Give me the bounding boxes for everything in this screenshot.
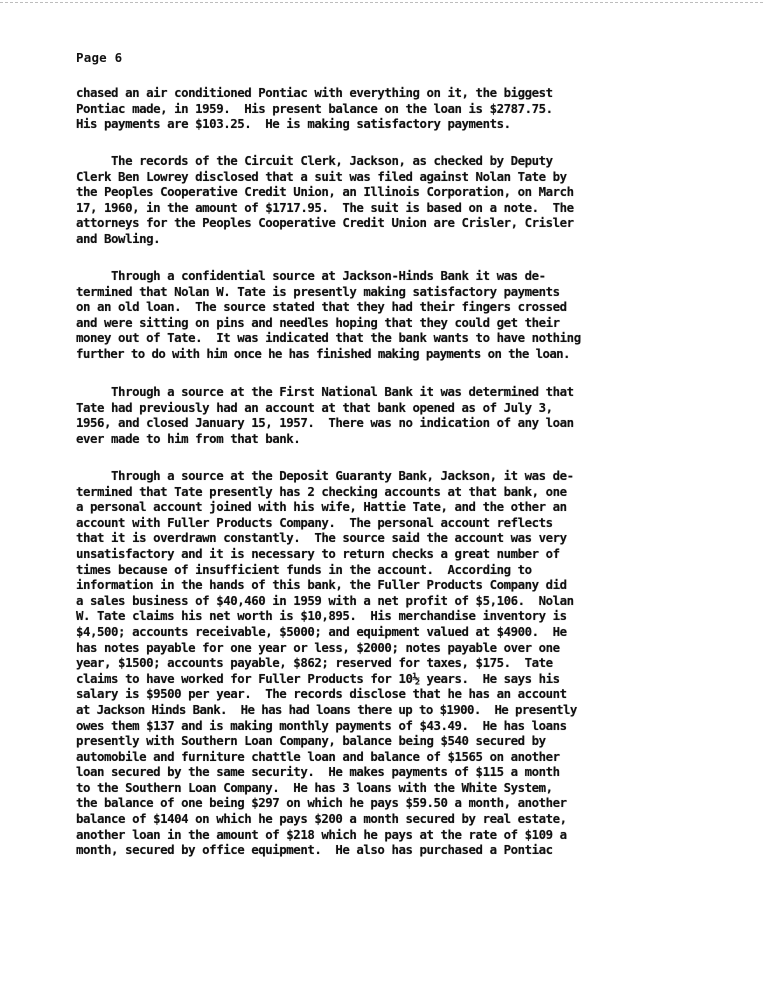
text-line: 1956, and closed January 15, 1957. There was no indication of any loan bbox=[76, 415, 574, 431]
paragraph-deposit-guaranty-bank bbox=[76, 468, 577, 858]
text-line: His payments are $103.25. He is making satisfactory payments. bbox=[76, 116, 511, 132]
text-line: further to do with him once he has finished making payments on the loan. bbox=[76, 345, 570, 361]
text-line: information in the hands of this bank, the Fuller Products Company did bbox=[76, 577, 567, 593]
text-line: the balance of one being $297 on which he pays $59.50 a month, another bbox=[76, 795, 567, 811]
page-top-edge bbox=[0, 2, 763, 3]
text-line: account with Fuller Products Company. The personal account reflects bbox=[76, 514, 553, 530]
text-line: Clerk Ben Lowrey disclosed that a suit was filed against Nolan Tate by bbox=[76, 168, 567, 184]
text-line: another loan in the amount of $218 which he pays at the rate of $109 a bbox=[76, 826, 567, 842]
text-line: owes them $137 and is making monthly payments of $43.49. He has loans bbox=[76, 717, 567, 733]
text-line: times because of insufficient funds in the account. According to bbox=[76, 561, 532, 577]
paragraph-circuit-clerk bbox=[76, 153, 574, 247]
paragraph-pontiac-loan bbox=[76, 85, 553, 132]
text-line: a sales business of $40,460 in 1959 with a net profit of $5,106. Nolan bbox=[76, 592, 574, 608]
text-line: money out of Tate. It was indicated that the bank wants to have nothing bbox=[76, 330, 581, 346]
text-line: has notes payable for one year or less, $2000; notes payable over one bbox=[76, 639, 560, 655]
text-line: termined that Tate presently has 2 checking accounts at that bank, one bbox=[76, 483, 567, 499]
paragraph-jackson-hinds-bank bbox=[76, 268, 581, 362]
text-line: Through a source at the Deposit Guaranty Bank, Jackson, it was de- bbox=[76, 468, 574, 483]
text-line: at Jackson Hinds Bank. He has had loans there up to $1900. He presently bbox=[76, 701, 577, 717]
text-line: automobile and furniture chattle loan and balance of $1565 on another bbox=[76, 748, 560, 764]
paragraph-first-national-bank bbox=[76, 384, 574, 446]
text-line: Through a confidential source at Jackson-Hinds Bank it was de- bbox=[76, 268, 546, 283]
text-line: The records of the Circuit Clerk, Jackson, as checked by Deputy bbox=[76, 153, 553, 168]
text-line: $4,500; accounts receivable, $5000; and equipment valued at $4900. He bbox=[76, 623, 567, 639]
text-line: Through a source at the First National Bank it was determined that bbox=[76, 384, 574, 399]
text-line: attorneys for the Peoples Cooperative Credit Union are Crisler, Crisler bbox=[76, 215, 574, 231]
text-line: and were sitting on pins and needles hoping that they could get their bbox=[76, 314, 560, 330]
text-line: ever made to him from that bank. bbox=[76, 430, 301, 446]
text-line: month, secured by office equipment. He also has purchased a Pontiac bbox=[76, 842, 553, 858]
text-line: that it is overdrawn constantly. The source said the account was very bbox=[76, 530, 567, 546]
text-line: termined that Nolan W. Tate is presently making satisfactory payments bbox=[76, 283, 560, 299]
text-line: claims to have worked for Fuller Products for 10½ years. He says his bbox=[76, 670, 560, 686]
page-number-label: Page 6 bbox=[76, 50, 123, 65]
text-line: W. Tate claims his net worth is $10,895. His merchandise inventory is bbox=[76, 608, 567, 624]
text-line: year, $1500; accounts payable, $862; reserved for taxes, $175. Tate bbox=[76, 655, 553, 671]
text-line: and Bowling. bbox=[76, 230, 161, 246]
text-line: chased an air conditioned Pontiac with everything on it, the biggest bbox=[76, 85, 553, 100]
text-line: balance of $1404 on which he pays $200 a month secured by real estate, bbox=[76, 811, 567, 827]
text-line: unsatisfactory and it is necessary to return checks a great number of bbox=[76, 545, 560, 561]
text-line: the Peoples Cooperative Credit Union, an Illinois Corporation, on March bbox=[76, 184, 574, 200]
text-line: loan secured by the same security. He makes payments of $115 a month bbox=[76, 764, 560, 780]
text-line: on an old loan. The source stated that they had their fingers crossed bbox=[76, 299, 567, 315]
text-line: Pontiac made, in 1959. His present balance on the loan is $2787.75. bbox=[76, 100, 553, 116]
text-line: 17, 1960, in the amount of $1717.95. The suit is based on a note. The bbox=[76, 199, 574, 215]
text-line: to the Southern Loan Company. He has 3 loans with the White System, bbox=[76, 779, 553, 795]
text-line: Tate had previously had an account at that bank opened as of July 3, bbox=[76, 399, 553, 415]
text-line: presently with Southern Loan Company, balance being $540 secured by bbox=[76, 733, 546, 749]
text-line: salary is $9500 per year. The records disclose that he has an account bbox=[76, 686, 567, 702]
text-line: a personal account joined with his wife, Hattie Tate, and the other an bbox=[76, 499, 567, 515]
